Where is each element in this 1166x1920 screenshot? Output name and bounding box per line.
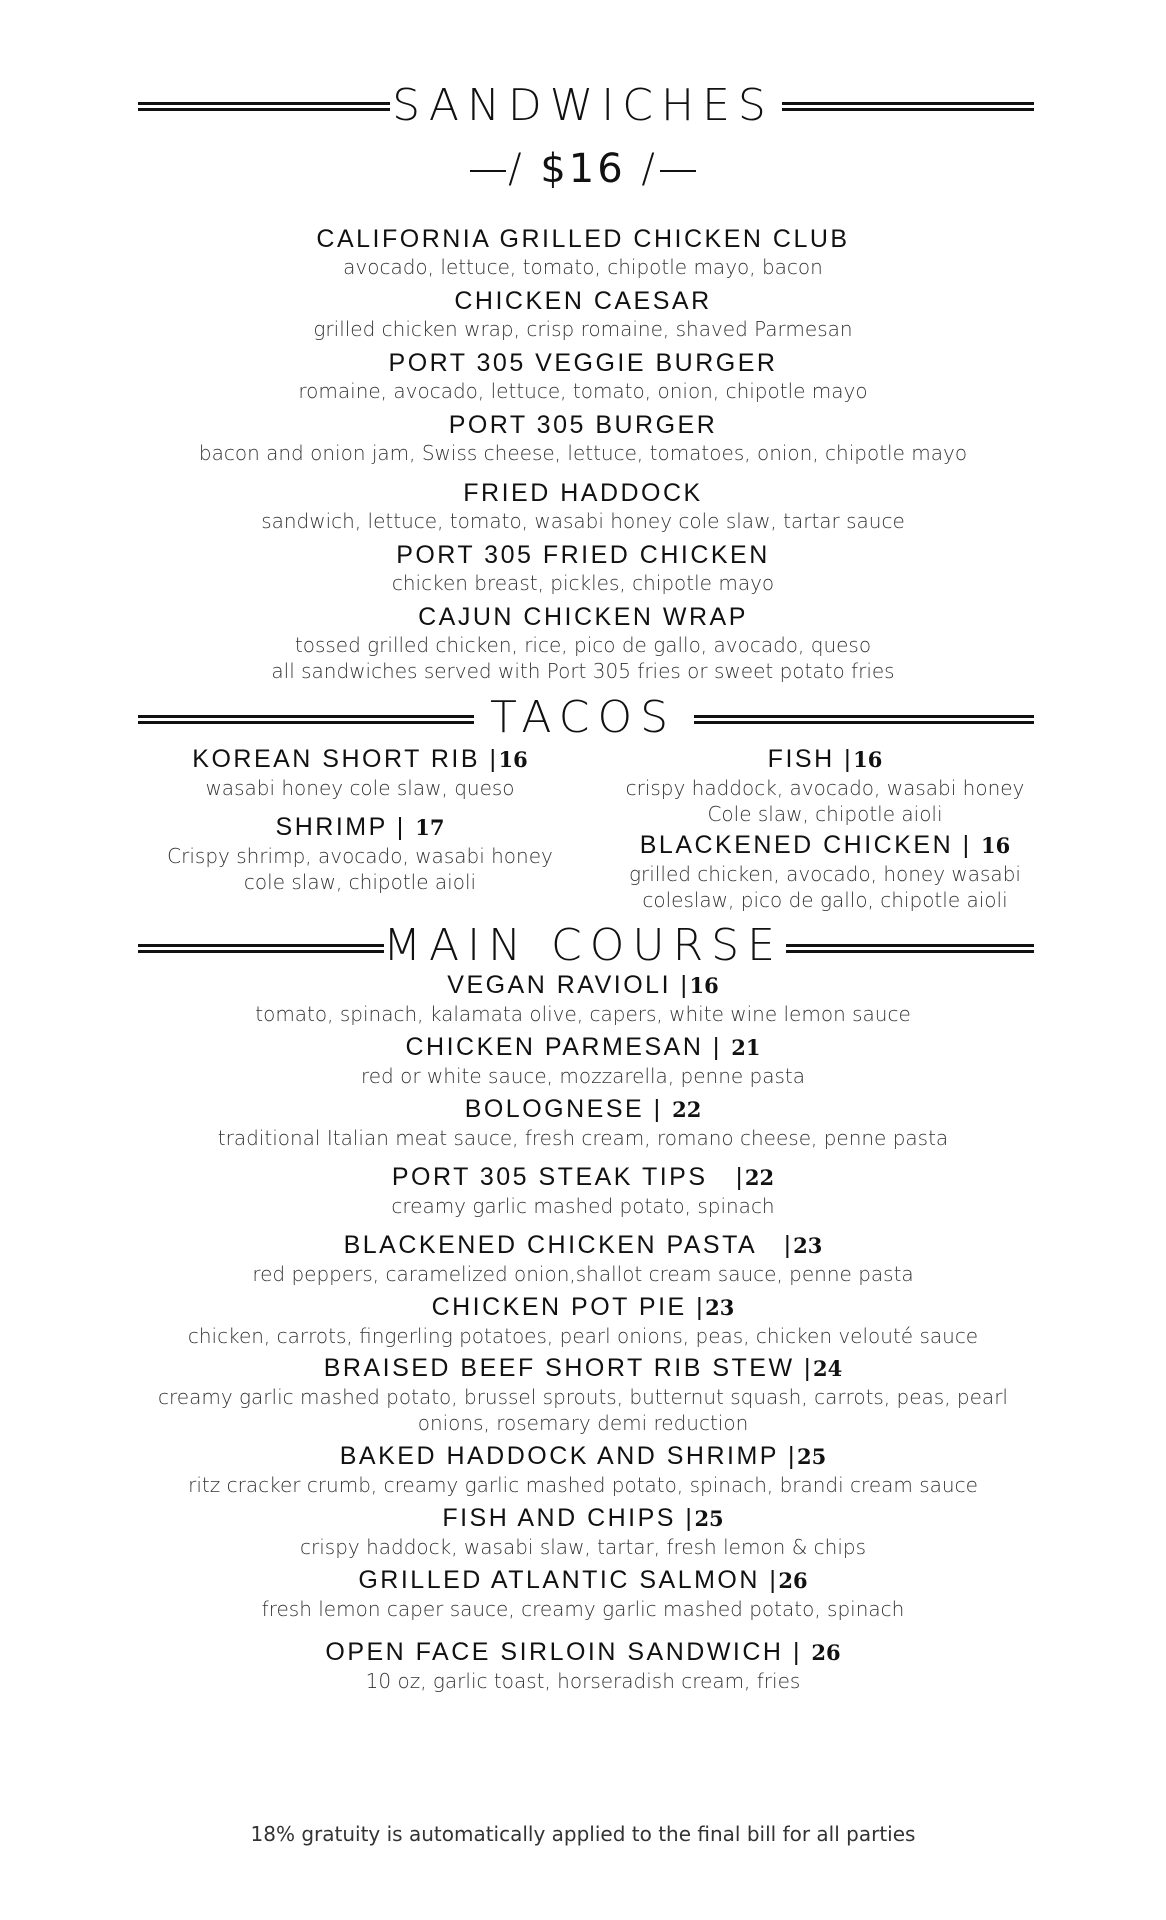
- item-desc: cole slaw, chipotle aioli: [243, 870, 477, 894]
- item-name: CALIFORNIA GRILLED CHICKEN CLUB: [316, 225, 850, 253]
- item-desc: chicken breast, pickles, chipotle mayo: [391, 571, 775, 595]
- item-name: BAKED HADDOCK AND SHRIMP |25: [339, 1442, 827, 1470]
- list-item: [0, 1353, 1166, 1436]
- item-desc: creamy garlic mashed potato, brussel sprouts, butternut squash, carrots, peas, pearl: [158, 1385, 1008, 1409]
- item-name: OPEN FACE SIRLOIN SANDWICH | 26: [325, 1638, 841, 1666]
- item-desc: tossed grilled chicken, rice, pico de gallo, avocado, queso: [294, 633, 872, 657]
- list-item: [0, 1503, 1166, 1560]
- dash-left: [470, 170, 506, 172]
- item-name: FISH |16: [767, 745, 883, 773]
- item-name: PORT 305 STEAK TIPS |22: [391, 1163, 775, 1191]
- item-price: 23: [705, 1295, 735, 1320]
- item-name: FISH AND CHIPS |25: [442, 1504, 724, 1532]
- list-item: [0, 348, 1166, 404]
- item-desc: sandwich, lettuce, tomato, wasabi honey cole slaw, tartar sauce: [261, 509, 905, 533]
- item-desc: crispy haddock, avocado, wasabi honey: [625, 776, 1025, 800]
- item-desc: Cole slaw, chipotle aioli: [707, 802, 943, 826]
- item-desc: grilled chicken, avocado, honey wasabi: [629, 862, 1021, 886]
- item-name: CHICKEN CAESAR: [454, 287, 712, 315]
- list-item: [0, 1292, 1166, 1349]
- item-desc: wasabi honey cole slaw, queso: [205, 776, 515, 800]
- sandwiches-footnote: all sandwiches served with Port 305 fries or sweet potato fries: [271, 659, 895, 683]
- item-name: CHICKEN PARMESAN | 21: [405, 1033, 761, 1061]
- item-name: SHRIMP | 17: [275, 813, 445, 841]
- item-desc: chicken, carrots, fingerling potatoes, pearl onions, peas, chicken velouté sauce: [187, 1324, 979, 1348]
- item-name: KOREAN SHORT RIB |16: [192, 745, 528, 773]
- list-item: [0, 1162, 1166, 1219]
- main-course-header: [0, 916, 1166, 976]
- sandwiches-price: / $16 /: [0, 142, 1166, 196]
- item-desc: Crispy shrimp, avocado, wasabi honey: [167, 844, 553, 868]
- list-item: [0, 286, 1166, 342]
- list-item: [0, 410, 1166, 466]
- item-desc: bacon and onion jam, Swiss cheese, lettuce, tomatoes, onion, chipotle mayo: [198, 441, 968, 465]
- list-item: [590, 830, 1060, 913]
- item-price: 16: [853, 747, 883, 772]
- item-price: 21: [731, 1035, 761, 1060]
- item-price: 26: [778, 1568, 808, 1593]
- list-item: [0, 1637, 1166, 1694]
- item-desc: coleslaw, pico de gallo, chipotle aioli: [642, 888, 1008, 912]
- tacos-header: [0, 690, 1166, 746]
- item-price: 26: [811, 1640, 841, 1665]
- list-item: [130, 812, 590, 895]
- list-item: [0, 1094, 1166, 1151]
- list-item: [590, 744, 1060, 827]
- item-price: 16: [981, 833, 1011, 858]
- item-price: 22: [744, 1165, 775, 1190]
- item-desc: ritz cracker crumb, creamy garlic mashed potato, spinach, brandi cream sauce: [188, 1473, 978, 1497]
- item-desc: 10 oz, garlic toast, horseradish cream, fries: [365, 1669, 801, 1693]
- item-name: VEGAN RAVIOLI |16: [447, 971, 719, 999]
- list-item: [0, 540, 1166, 596]
- item-desc: red or white sauce, mozzarella, penne pasta: [360, 1064, 806, 1088]
- item-desc: tomato, spinach, kalamata olive, capers, white wine lemon sauce: [255, 1002, 911, 1026]
- list-item: [0, 1032, 1166, 1089]
- item-price: 25: [694, 1506, 724, 1531]
- item-name: PORT 305 BURGER: [448, 411, 718, 439]
- item-desc: avocado, lettuce, tomato, chipotle mayo, bacon: [343, 255, 823, 279]
- list-item: [0, 602, 1166, 684]
- item-name: BRAISED BEEF SHORT RIB STEW |24: [323, 1354, 843, 1382]
- sandwiches-title: SANDWICHES: [392, 80, 774, 131]
- item-price: 24: [813, 1356, 843, 1381]
- sandwiches-price-value: $16: [540, 146, 626, 192]
- item-name: CHICKEN POT PIE |23: [431, 1293, 735, 1321]
- item-desc: red peppers, caramelized onion,shallot cream sauce, penne pasta: [252, 1262, 914, 1286]
- item-price: 17: [415, 815, 445, 840]
- item-name: BOLOGNESE | 22: [464, 1095, 702, 1123]
- item-name: CAJUN CHICKEN WRAP: [418, 603, 748, 631]
- list-item: [0, 1565, 1166, 1622]
- item-name: BLACKENED CHICKEN PASTA |23: [343, 1231, 823, 1259]
- list-item: [0, 970, 1166, 1027]
- list-item: [0, 478, 1166, 534]
- item-price: 16: [689, 973, 719, 998]
- list-item: [0, 1230, 1166, 1287]
- item-desc: onions, rosemary demi reduction: [417, 1411, 749, 1435]
- item-desc: fresh lemon caper sauce, creamy garlic mashed potato, spinach: [261, 1597, 905, 1621]
- sandwiches-header: [0, 70, 1166, 140]
- item-desc: crispy haddock, wasabi slaw, tartar, fresh lemon & chips: [300, 1535, 866, 1559]
- item-price: 23: [793, 1233, 823, 1258]
- item-desc: grilled chicken wrap, crisp romaine, shaved Parmesan: [313, 317, 853, 341]
- list-item: [130, 744, 590, 801]
- item-name: PORT 305 VEGGIE BURGER: [388, 349, 778, 377]
- item-desc: traditional Italian meat sauce, fresh cream, romano cheese, penne pasta: [217, 1126, 949, 1150]
- item-price: 16: [498, 747, 528, 772]
- item-name: BLACKENED CHICKEN | 16: [639, 831, 1011, 859]
- item-name: GRILLED ATLANTIC SALMON |26: [358, 1566, 808, 1594]
- item-name: FRIED HADDOCK: [463, 479, 703, 507]
- item-name: PORT 305 FRIED CHICKEN: [396, 541, 770, 569]
- item-desc: romaine, avocado, lettuce, tomato, onion, chipotle mayo: [298, 379, 868, 403]
- main-course-title: MAIN COURSE: [383, 920, 783, 971]
- tacos-title: TACOS: [489, 692, 677, 743]
- item-price: 22: [672, 1097, 702, 1122]
- item-desc: creamy garlic mashed potato, spinach: [391, 1194, 775, 1218]
- list-item: [0, 224, 1166, 280]
- item-price: 25: [797, 1444, 827, 1469]
- dash-right: [660, 170, 696, 172]
- gratuity-note: 18% gratuity is automatically applied to the final bill for all parties: [250, 1822, 916, 1846]
- list-item: [0, 1441, 1166, 1498]
